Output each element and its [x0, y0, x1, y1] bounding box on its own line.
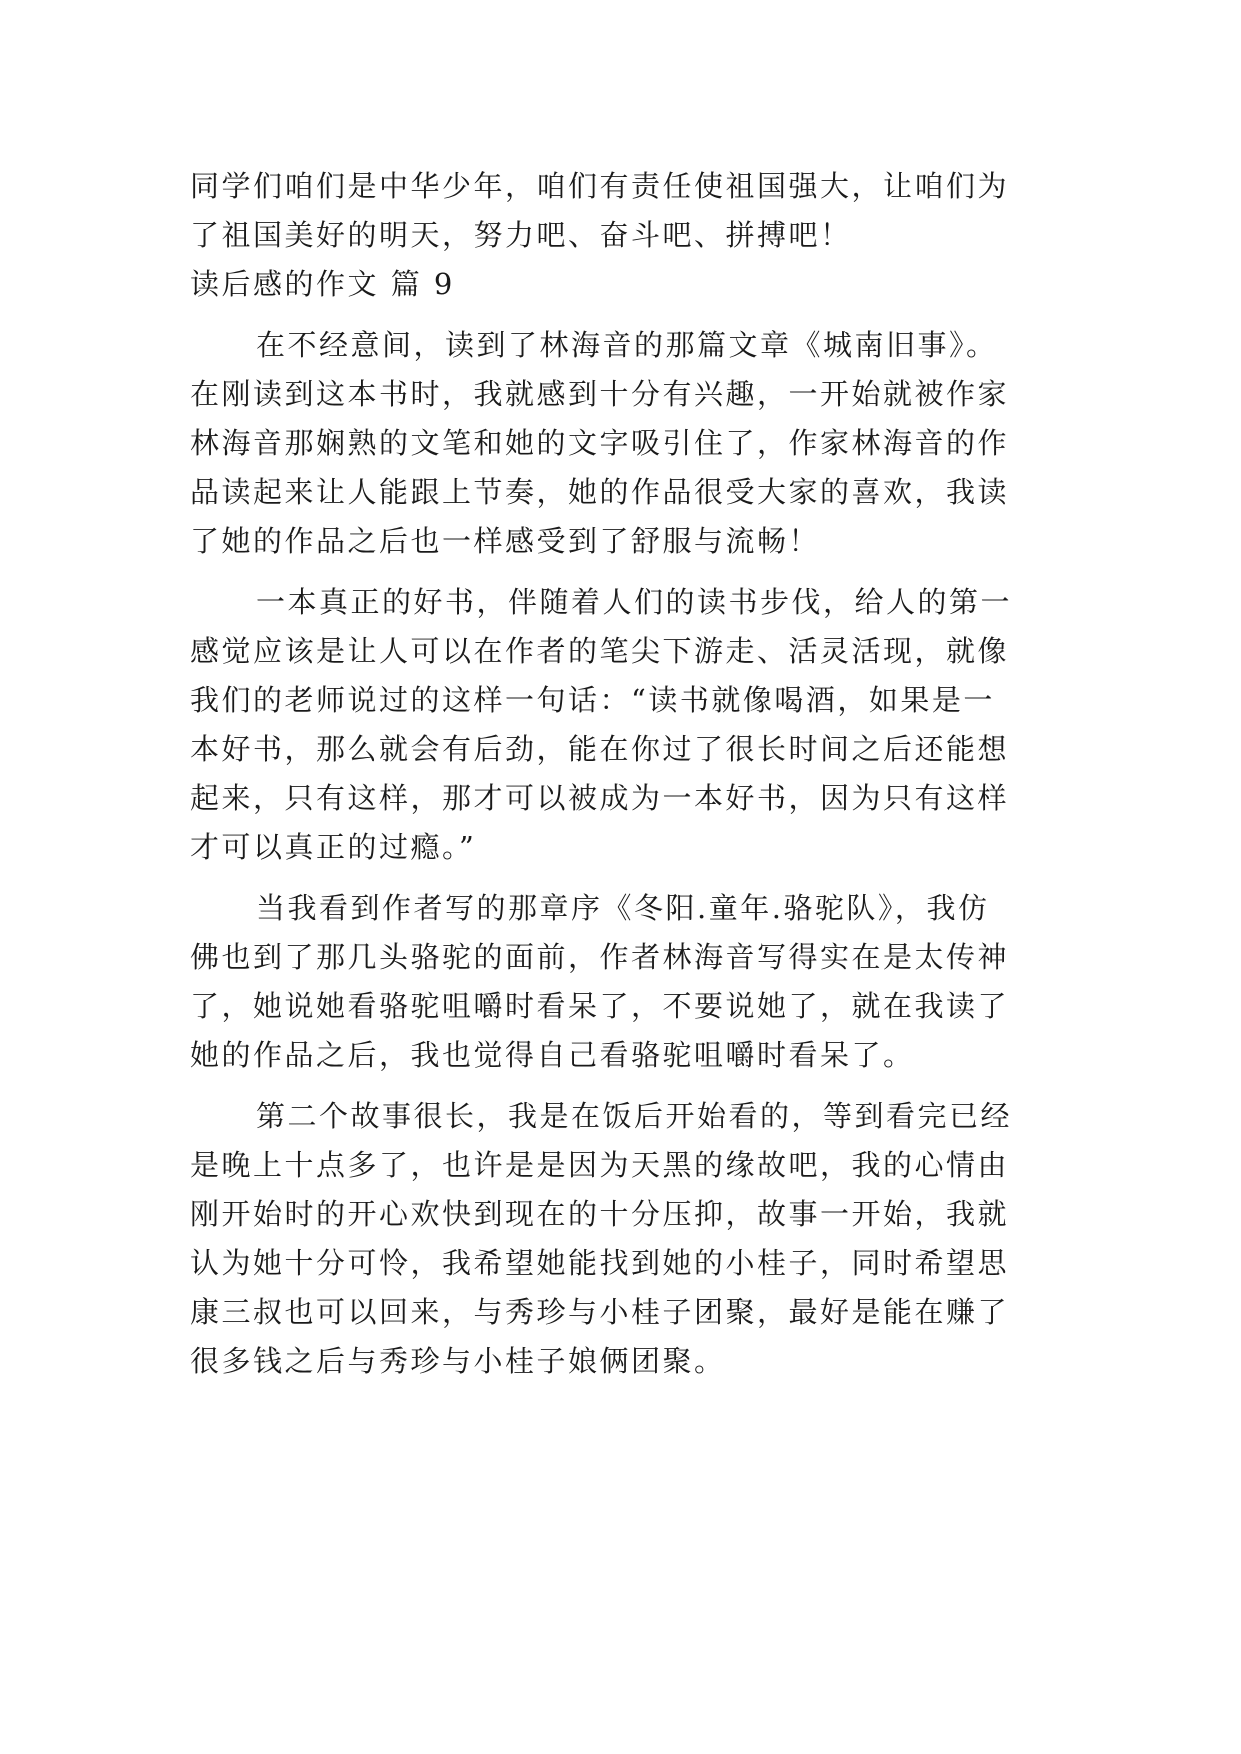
paragraph-line: 认为她十分可怜，我希望她能找到她的小桂子，同时希望思 [190, 1246, 1010, 1280]
paragraph-line: 很多钱之后与秀珍与小桂子娘俩团聚。 [190, 1344, 726, 1378]
paragraph-line: 了她的作品之后也一样感受到了舒服与流畅！ [190, 524, 821, 558]
intro-line: 同学们咱们是中华少年，咱们有责任使祖国强大，让咱们为 [190, 169, 1010, 203]
paragraph [190, 321, 1056, 566]
paragraph [190, 884, 1056, 1080]
paragraph-line: 当我看到作者写的那章序《冬阳.童年.骆驼队》，我仿 [256, 891, 990, 925]
paragraph-line: 本好书，那么就会有后劲，能在你过了很长时间之后还能想 [190, 732, 1010, 766]
paragraph-line: 品读起来让人能跟上节奏，她的作品很受大家的喜欢，我读 [190, 475, 1010, 509]
paragraph-line: 我们的老师说过的这样一句话：“读书就像喝酒，如果是一 [190, 683, 995, 717]
paragraph-line: 是晚上十点多了，也许是是因为天黑的缘故吧，我的心情由 [190, 1148, 1010, 1182]
paragraph-line: 刚开始时的开心欢快到现在的十分压抑，故事一开始，我就 [190, 1197, 1010, 1231]
paragraph-line: 第二个故事很长，我是在饭后开始看的，等到看完已经 [256, 1099, 1013, 1133]
paragraph [190, 578, 1056, 872]
paragraph-line: 了，她说她看骆驼咀嚼时看呆了，不要说她了，就在我读了 [190, 989, 1010, 1023]
paragraph-line: 康三叔也可以回来，与秀珍与小桂子团聚，最好是能在赚了 [190, 1295, 1010, 1329]
section-heading: 读后感的作文 篇 9 [190, 267, 455, 301]
paragraph-line: 感觉应该是让人可以在作者的笔尖下游走、活灵活现，就像 [190, 634, 1010, 668]
paragraph-line: 才可以真正的过瘾。” [190, 830, 477, 864]
document-body [190, 162, 1056, 1386]
paragraph-line: 在不经意间，读到了林海音的那篇文章《城南旧事》。 [256, 328, 998, 362]
intro-line: 了祖国美好的明天，努力吧、奋斗吧、拼搏吧！ [190, 218, 852, 252]
paragraph-line: 林海音那娴熟的文笔和她的文字吸引住了，作家林海音的作 [190, 426, 1010, 460]
paragraph-line: 在刚读到这本书时，我就感到十分有兴趣，一开始就被作家 [190, 377, 1010, 411]
paragraph-line: 她的作品之后，我也觉得自己看骆驼咀嚼时看呆了。 [190, 1038, 915, 1072]
paragraph-line: 起来，只有这样，那才可以被成为一本好书，因为只有这样 [190, 781, 1010, 815]
paragraph [190, 1092, 1056, 1386]
paragraph-line: 一本真正的好书，伴随着人们的读书步伐，给人的第一 [256, 585, 1013, 619]
paragraph-line: 佛也到了那几头骆驼的面前，作者林海音写得实在是太传神 [190, 940, 1010, 974]
